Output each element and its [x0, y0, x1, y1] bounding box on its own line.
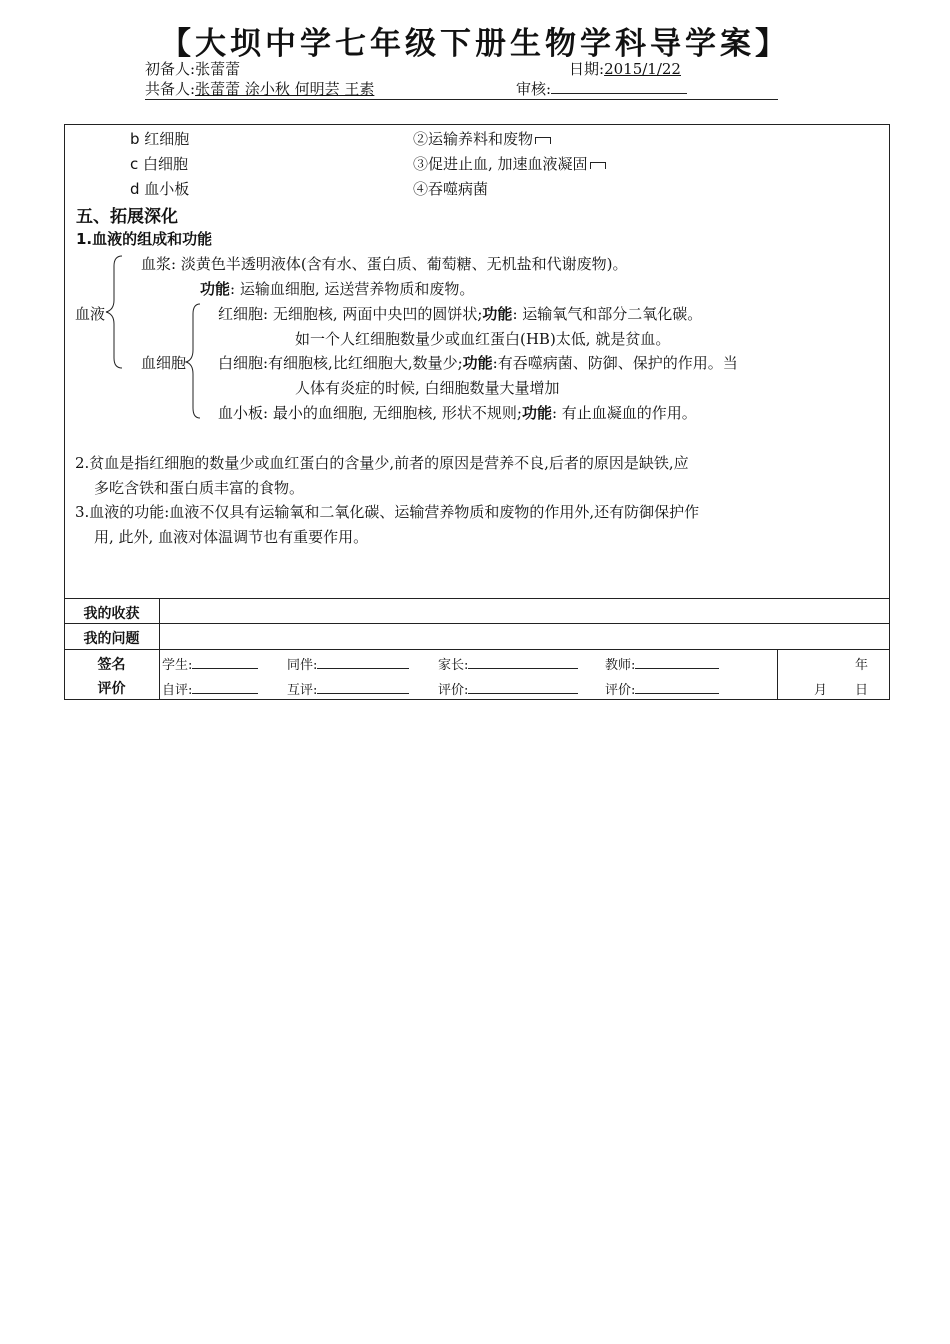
table-col-rule: [777, 649, 778, 700]
month-label: 月: [814, 683, 828, 698]
rbc-note: 如一个人红细胞数量少或血红蛋白(HB)太低, 就是贫血。: [295, 330, 671, 348]
student-sign: 学生:: [162, 654, 258, 673]
self-eval: 自评:: [162, 679, 258, 698]
my-question-label: 我的问题: [83, 631, 140, 647]
mutual-eval-blank[interactable]: [317, 679, 409, 694]
table-col-rule: [159, 598, 160, 700]
co-preparer-label: 共备人:: [145, 80, 196, 98]
blood-function-line-2: 用, 此外, 血液对体温调节也有重要作用。: [94, 528, 369, 546]
co-preparer-line: [145, 78, 374, 99]
table-rule: [64, 623, 890, 624]
blood-label: 血液: [75, 305, 106, 323]
page-title: 【大坝中学七年级下册生物学科导学案】: [160, 26, 790, 62]
parent-eval: 评价:: [438, 679, 578, 698]
parent-sign: 家长:: [438, 654, 578, 673]
table-rule: [64, 598, 890, 599]
header-rule: [145, 99, 778, 100]
evaluation-label: 评价: [97, 681, 126, 697]
subsection-heading: 1.血液的组成和功能: [76, 230, 213, 248]
review-label: 审核:: [516, 80, 552, 98]
day-label: 日: [855, 683, 869, 698]
section-heading: 五、拓展深化: [76, 207, 178, 227]
teacher-eval: 评价:: [605, 679, 719, 698]
date-line: [569, 58, 681, 79]
cells-brace: [183, 300, 205, 422]
blood-function-line-1: 3.血液的功能:血液不仅具有运输氧和二氧化碳、运输营养物质和废物的作用外,还有防御保护作: [75, 503, 700, 521]
match-right-2: ②运输养料和废物: [413, 128, 551, 149]
teacher-sign-blank[interactable]: [635, 654, 719, 669]
wbc-line: 白细胞:有细胞核,比红细胞大,数量少;功能:有吞噬病菌、防御、保护的作用。当: [218, 354, 738, 372]
match-right-4: ④吞噬病菌: [413, 180, 489, 198]
anemia-line-2: 多吃含铁和蛋白质丰富的食物。: [94, 479, 305, 497]
date-label: 日期:: [569, 60, 605, 78]
preparer-name: 张蕾蕾: [195, 60, 241, 78]
self-eval-blank[interactable]: [192, 679, 258, 694]
peer-sign: 同伴:: [287, 654, 409, 673]
parent-eval-blank[interactable]: [468, 679, 578, 694]
match-left-c: c 白细胞: [130, 155, 189, 173]
review-blank: [551, 79, 687, 94]
match-left-d: d 血小板: [130, 180, 190, 198]
wbc-note: 人体有炎症的时候, 白细胞数量大量增加: [295, 379, 560, 397]
match-left-b: b 红细胞: [130, 130, 190, 148]
review-line: [516, 78, 687, 99]
my-gain-label: 我的收获: [83, 606, 140, 622]
answer-bracket: [590, 162, 606, 169]
table-rule: [64, 649, 890, 650]
answer-bracket: [535, 137, 551, 144]
teacher-eval-blank[interactable]: [635, 679, 719, 694]
preparer-line: [145, 58, 240, 79]
student-sign-blank[interactable]: [192, 654, 258, 669]
peer-sign-blank[interactable]: [317, 654, 409, 669]
sign-label: 签名: [97, 657, 126, 673]
match-right-3: ③促进止血, 加速血液凝固: [413, 153, 606, 174]
date-value: 2015/1/22: [604, 60, 681, 78]
parent-sign-blank[interactable]: [468, 654, 578, 669]
blood-cells-label: 血细胞: [141, 354, 187, 372]
preparer-label: 初备人:: [145, 60, 196, 78]
platelet-line: 血小板: 最小的血细胞, 无细胞核, 形状不规则;功能: 有止血凝血的作用。: [218, 404, 697, 422]
plasma-line: 血浆: 淡黄色半透明液体(含有水、蛋白质、葡萄糖、无机盐和代谢废物)。: [141, 255, 628, 273]
co-preparer-names: 张蕾蕾 涂小秋 何明芸 王素: [195, 80, 375, 98]
year-label: 年: [855, 658, 869, 673]
anemia-line-1: 2.贫血是指红细胞的数量少或血红蛋白的含量少,前者的原因是营养不良,后者的原因是缺铁,应: [75, 454, 689, 472]
plasma-function: 功能: 运输血细胞, 运送营养物质和废物。: [200, 280, 475, 298]
teacher-sign: 教师:: [605, 654, 719, 673]
rbc-line: 红细胞: 无细胞核, 两面中央凹的圆饼状;功能: 运输氧气和部分二氧化碳。: [218, 305, 703, 323]
mutual-eval: 互评:: [287, 679, 409, 698]
